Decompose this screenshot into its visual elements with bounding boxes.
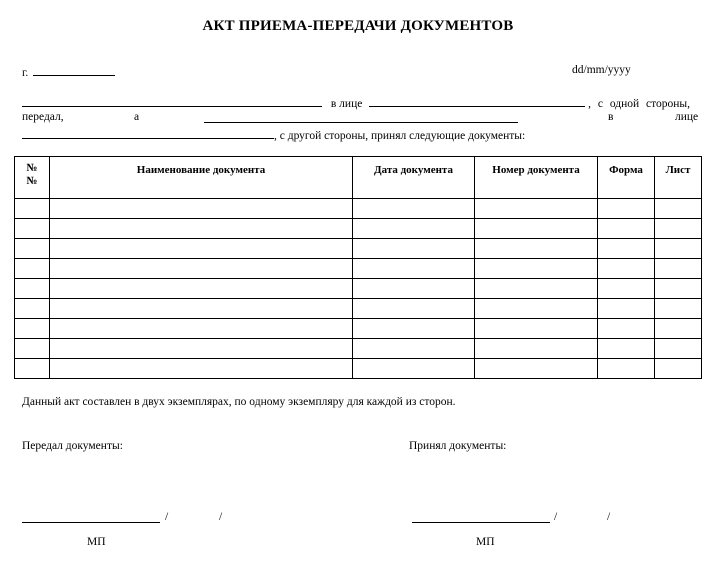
other-side-label: , с другой стороны, принял следующие документы: xyxy=(274,130,526,142)
cell-document-number[interactable] xyxy=(475,219,598,239)
cell-document-number[interactable] xyxy=(475,279,598,299)
table-row xyxy=(15,199,702,219)
signature-left-field[interactable] xyxy=(22,511,160,523)
cell-document-date[interactable] xyxy=(353,299,475,319)
cell-form[interactable] xyxy=(598,259,655,279)
column-header-number xyxy=(15,157,50,199)
and-label: а xyxy=(134,111,140,123)
cell-form[interactable] xyxy=(598,359,655,379)
person-label: лице xyxy=(675,111,699,123)
column-header-document-date: Дата документа xyxy=(353,157,475,199)
cell-document-date[interactable] xyxy=(353,279,475,299)
cell-number[interactable] xyxy=(15,319,50,339)
cell-document-number[interactable] xyxy=(475,239,598,259)
table-row xyxy=(15,299,702,319)
table-row xyxy=(15,259,702,279)
signature-right-slash-1: / xyxy=(554,511,558,523)
city-line xyxy=(22,64,115,79)
cell-form[interactable] xyxy=(598,199,655,219)
cell-document-name[interactable] xyxy=(50,239,353,259)
second-representative-field[interactable] xyxy=(22,127,274,139)
cell-sheet[interactable] xyxy=(655,239,702,259)
cell-number[interactable] xyxy=(15,219,50,239)
cell-form[interactable] xyxy=(598,279,655,299)
cell-number[interactable] xyxy=(15,259,50,279)
cell-sheet[interactable] xyxy=(655,199,702,219)
column-header-form: Форма xyxy=(598,157,655,199)
cell-sheet[interactable] xyxy=(655,319,702,339)
handed-over-label: Передал документы: xyxy=(22,440,123,452)
transferred-label: передал, xyxy=(22,111,64,123)
cell-document-name[interactable] xyxy=(50,199,353,219)
one-side-label: , с одной стороны, xyxy=(588,98,691,110)
stamp-right: МП xyxy=(476,536,495,548)
signature-left-slash-1: / xyxy=(165,511,169,523)
cell-sheet[interactable] xyxy=(655,299,702,319)
cell-document-number[interactable] xyxy=(475,259,598,279)
table-row xyxy=(15,359,702,379)
table-row xyxy=(15,279,702,299)
date-placeholder: dd/mm/yyyy xyxy=(572,64,631,76)
party-line-1 xyxy=(22,95,690,110)
cell-document-name[interactable] xyxy=(50,319,353,339)
cell-document-date[interactable] xyxy=(353,359,475,379)
cell-form[interactable] xyxy=(598,339,655,359)
cell-document-date[interactable] xyxy=(353,199,475,219)
in-person-label: в лице xyxy=(330,98,363,110)
column-header-document-number: Номер документа xyxy=(475,157,598,199)
cell-number[interactable] xyxy=(15,279,50,299)
cell-document-name[interactable] xyxy=(50,339,353,359)
cell-number[interactable] xyxy=(15,299,50,319)
cell-document-name[interactable] xyxy=(50,259,353,279)
first-representative-field[interactable] xyxy=(369,95,585,107)
second-party-field[interactable] xyxy=(204,111,518,123)
cell-document-number[interactable] xyxy=(475,299,598,319)
column-number-label: № № xyxy=(26,162,38,187)
cell-sheet[interactable] xyxy=(655,219,702,239)
cell-sheet[interactable] xyxy=(655,339,702,359)
cell-document-number[interactable] xyxy=(475,319,598,339)
cell-document-number[interactable] xyxy=(475,359,598,379)
statement-text: Данный акт составлен в двух экземплярах, по одному экземпляру для каждой из сторон. xyxy=(22,396,456,408)
cell-sheet[interactable] xyxy=(655,359,702,379)
table-row xyxy=(15,339,702,359)
second-party-line xyxy=(204,111,518,126)
table-row xyxy=(15,239,702,259)
cell-number[interactable] xyxy=(15,339,50,359)
cell-form[interactable] xyxy=(598,219,655,239)
cell-document-name[interactable] xyxy=(50,299,353,319)
column-header-document-name: Наименование документа xyxy=(50,157,353,199)
cell-form[interactable] xyxy=(598,319,655,339)
cell-document-date[interactable] xyxy=(353,259,475,279)
cell-document-date[interactable] xyxy=(353,239,475,259)
document-title: АКТ ПРИЕМА-ПЕРЕДАЧИ ДОКУМЕНТОВ xyxy=(202,18,514,34)
in-label: в xyxy=(608,111,614,123)
city-prefix: г. xyxy=(22,67,29,79)
received-label: Принял документы: xyxy=(409,440,507,452)
cell-document-number[interactable] xyxy=(475,339,598,359)
cell-document-name[interactable] xyxy=(50,359,353,379)
signature-right-slash-2: / xyxy=(607,511,611,523)
cell-document-name[interactable] xyxy=(50,219,353,239)
documents-table xyxy=(14,156,702,379)
party-line-3 xyxy=(22,127,525,142)
cell-number[interactable] xyxy=(15,239,50,259)
cell-form[interactable] xyxy=(598,299,655,319)
signature-right-field[interactable] xyxy=(412,511,550,523)
signature-left-slash-2: / xyxy=(219,511,223,523)
cell-number[interactable] xyxy=(15,359,50,379)
cell-sheet[interactable] xyxy=(655,279,702,299)
cell-document-name[interactable] xyxy=(50,279,353,299)
signature-right xyxy=(412,511,550,526)
table-row xyxy=(15,219,702,239)
cell-document-number[interactable] xyxy=(475,199,598,219)
column-header-sheet: Лист xyxy=(655,157,702,199)
cell-document-date[interactable] xyxy=(353,319,475,339)
table-header-row xyxy=(15,157,702,199)
stamp-left: МП xyxy=(87,536,106,548)
cell-form[interactable] xyxy=(598,239,655,259)
cell-document-date[interactable] xyxy=(353,219,475,239)
first-party-field[interactable] xyxy=(22,95,322,107)
cell-document-date[interactable] xyxy=(353,339,475,359)
cell-sheet[interactable] xyxy=(655,259,702,279)
signature-left xyxy=(22,511,160,526)
table-row xyxy=(15,319,702,339)
cell-number[interactable] xyxy=(15,199,50,219)
city-field[interactable] xyxy=(33,64,115,76)
